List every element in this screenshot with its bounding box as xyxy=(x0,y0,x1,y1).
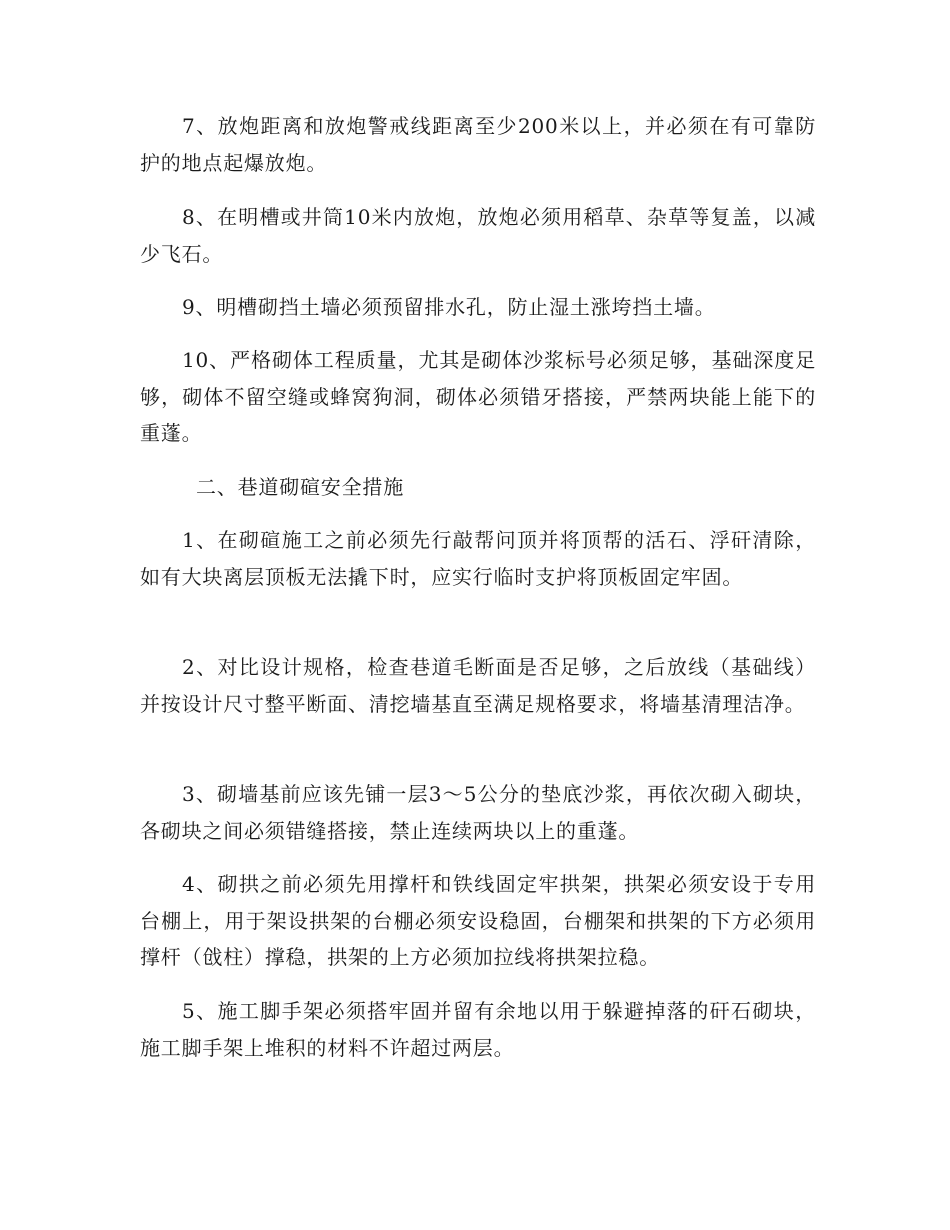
paragraph-item-4: 4、砌拱之前必须先用撑杆和铁线固定牢拱架，拱架必须安设于专用台棚上，用于架设拱架的台棚必须安设稳固，台棚架和拱架的下方必须用撑杆（戗柱）撑稳，拱架的上方必须加拉线将拱架拉稳。 xyxy=(140,872,816,970)
paragraph-item-1: 1、在砌碹施工之前必须先行敲帮问顶并将顶帮的活石、浮矸清除，如有大块离层顶板无法撬下时，应实行临时支护将顶板固定牢固。 xyxy=(140,528,816,589)
paragraph-item-3: 3、砌墙基前应该先铺一层3～5公分的垫底沙浆，再依次砌入砌块，各砌块之间必须错缝搭接，禁止连续两块以上的重蓬。 xyxy=(140,782,816,843)
paragraph-item-5: 5、施工脚手架必须搭牢固并留有余地以用于躲避掉落的矸石砌块，施工脚手架上堆积的材料不许超过两层。 xyxy=(140,999,816,1060)
paragraph-item-8: 8、在明槽或井筒10米内放炮，放炮必须用稻草、杂草等复盖，以减少飞石。 xyxy=(140,205,816,266)
paragraph-item-7: 7、放炮距离和放炮警戒线距离至少200米以上，并必须在有可靠防护的地点起爆放炮。 xyxy=(140,114,816,175)
section-heading: 二、巷道砌碹安全措施 xyxy=(196,475,404,499)
paragraph-item-2: 2、对比设计规格，检查巷道毛断面是否足够，之后放线（基础线）并按设计尺寸整平断面、清挖墙基直至满足规格要求，将墙基清理洁净。 xyxy=(140,655,816,716)
paragraph-item-9: 9、明槽砌挡土墙必须预留排水孔，防止湿土涨垮挡土墙。 xyxy=(182,295,716,319)
paragraph-item-10: 10、严格砌体工程质量，尤其是砌体沙浆标号必须足够，基础深度足够，砌体不留空缝或蜂窝狗洞，砌体必须错牙搭接，严禁两块能上能下的重蓬。 xyxy=(140,348,816,446)
